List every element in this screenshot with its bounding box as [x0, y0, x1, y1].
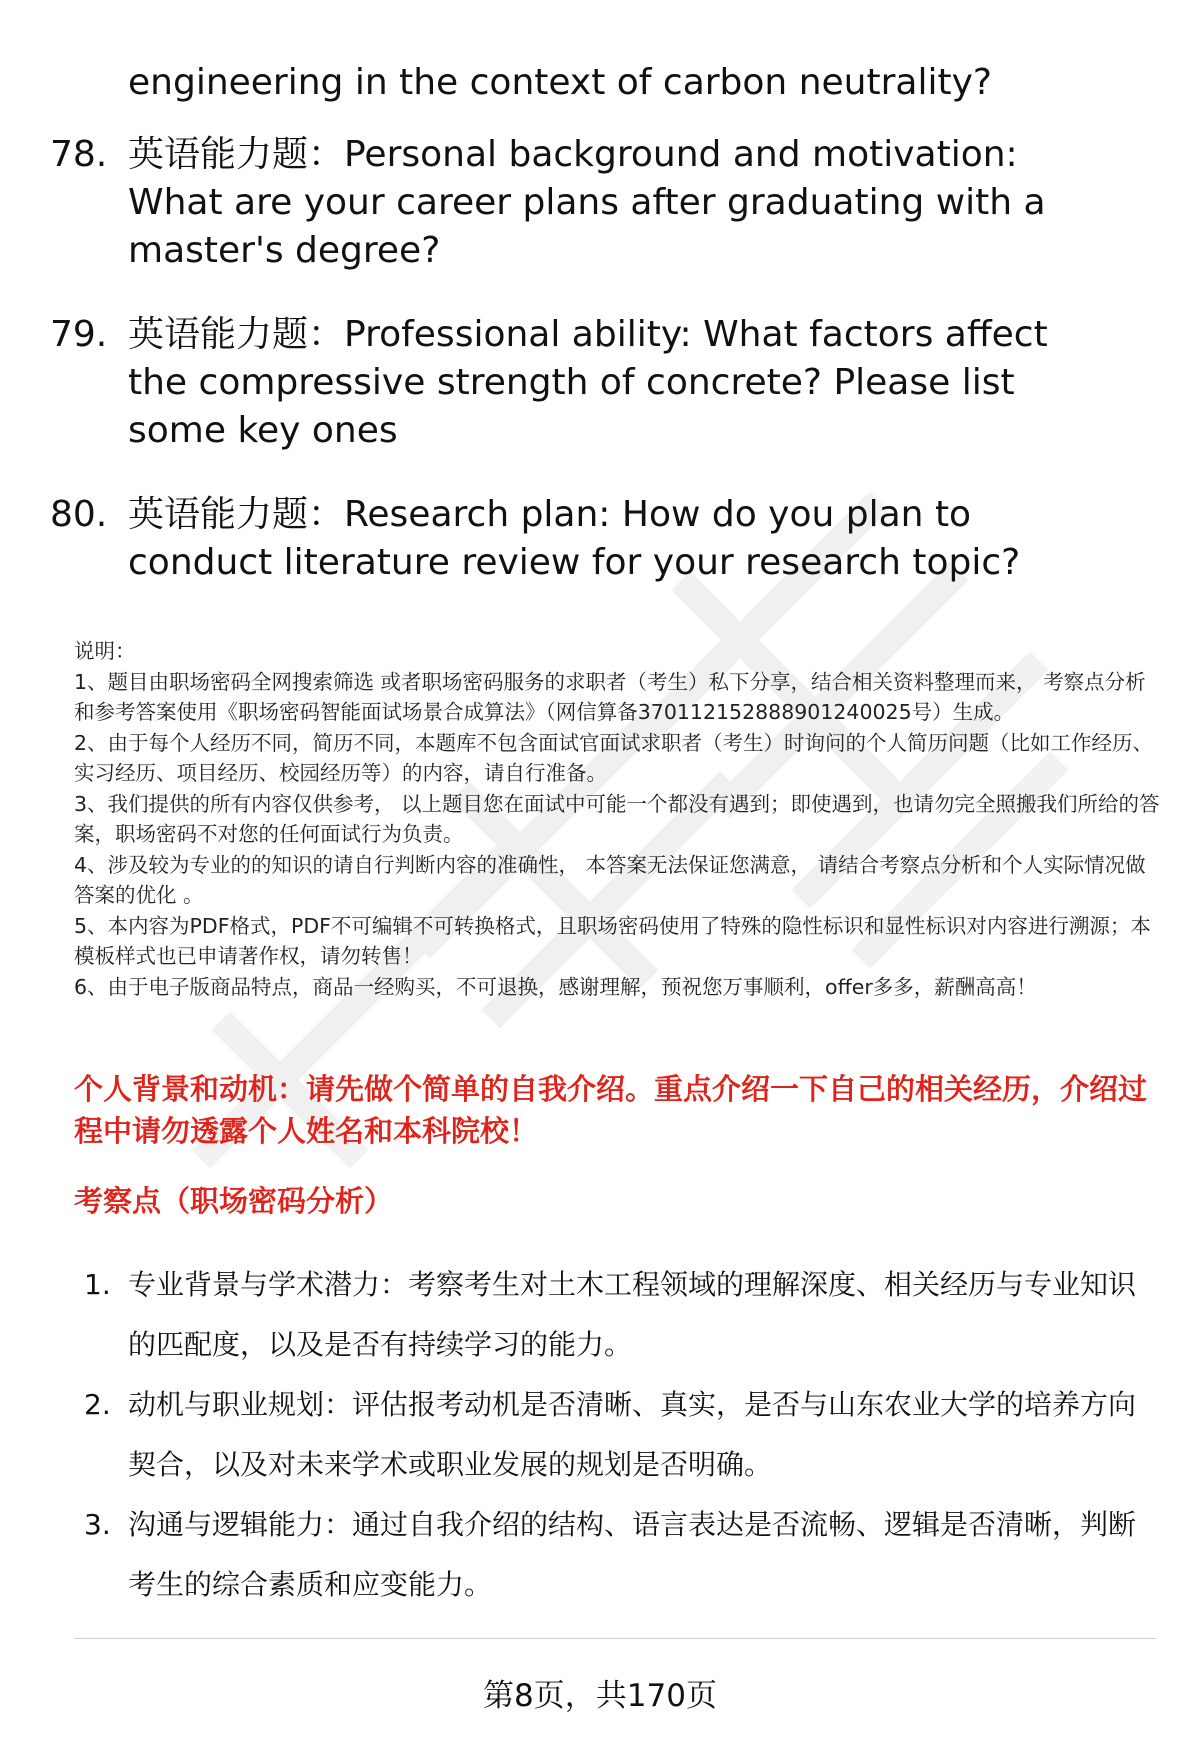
point-number: 1.	[84, 1268, 111, 1301]
note-item: 2、由于每个人经历不同，简历不同，本题库不包含面试官面试求职者（考生）时询问的个人简历问题（比如工作经历、实习经历、项目经历、校园经历等）的内容，请自行准备。	[74, 730, 1154, 785]
assessment-point	[84, 1255, 1154, 1375]
question-item	[50, 311, 1110, 455]
question-item	[50, 131, 1110, 275]
notes-heading: 说明：	[74, 639, 136, 663]
question-text: 英语能力题：Professional ability: What factors affect the compressive strength of concrete? Please list some key ones	[128, 314, 1048, 451]
assessment-points	[84, 1255, 1154, 1615]
assessment-point	[84, 1495, 1154, 1615]
question-text: 英语能力题：Research plan: How do you plan to conduct literature review for your research topic?	[128, 494, 1021, 583]
question-number: 79.	[50, 314, 108, 355]
assessment-point	[84, 1375, 1154, 1495]
point-text: 动机与职业规划：评估报考动机是否清晰、真实，是否与山东农业大学的培养方向契合，以及对未来学术或职业发展的规划是否明确。	[128, 1388, 1137, 1481]
note-item: 3、我们提供的所有内容仅供参考， 以上题目您在面试中可能一个都没有遇到；即使遇到，也请勿完全照搬我们所给的答案，职场密码不对您的任何面试行为负责。	[74, 791, 1160, 846]
point-number: 2.	[84, 1388, 111, 1421]
note-item: 6、由于电子版商品特点，商品一经购买，不可退换，感谢理解，预祝您万事顺利，offer多多，薪酬高高！	[74, 974, 1037, 999]
point-text: 专业背景与学术潜力：考察考生对土木工程领域的理解深度、相关经历与专业知识的匹配度，以及是否有持续学习的能力。	[128, 1268, 1137, 1361]
question-number: 80.	[50, 494, 108, 535]
footer-divider	[74, 1638, 1156, 1639]
question-number: 78.	[50, 134, 108, 175]
note-item: 5、本内容为PDF格式，PDF不可编辑不可转换格式，且职场密码使用了特殊的隐性标识和显性标识对内容进行溯源；本模板样式也已申请著作权，请勿转售！	[74, 913, 1151, 968]
note-item: 4、涉及较为专业的的知识的请自行判断内容的准确性， 本答案无法保证您满意， 请结合考察点分析和个人实际情况做答案的优化 。	[74, 852, 1146, 907]
point-text: 沟通与逻辑能力：通过自我介绍的结构、语言表达是否流畅、逻辑是否清晰，判断考生的综合素质和应变能力。	[128, 1508, 1137, 1601]
page-number: 第8页，共170页	[483, 1678, 717, 1714]
question-text: 英语能力题：Personal background and motivation: What are your career plans after graduating with a master's degree?	[128, 134, 1046, 271]
point-number: 3.	[84, 1508, 111, 1541]
note-item: 1、题目由职场密码全网搜索筛选 或者职场密码服务的求职者（考生）私下分享，结合相关资料整理而来， 考察点分析和参考答案使用《职场密码智能面试场景合成算法》（网信算备370112152888901240025号）生成。	[74, 669, 1146, 724]
notes-section	[74, 636, 1164, 1002]
interview-question-heading: 个人背景和动机：请先做个简单的自我介绍。重点介绍一下自己的相关经历，介绍过程中请勿透露个人姓名和本科院校！	[74, 1072, 1148, 1148]
question-item	[50, 491, 1110, 587]
section-title: 考察点（职场密码分析）	[74, 1184, 394, 1218]
question-continuation: engineering in the context of carbon neutrality?	[128, 62, 992, 103]
